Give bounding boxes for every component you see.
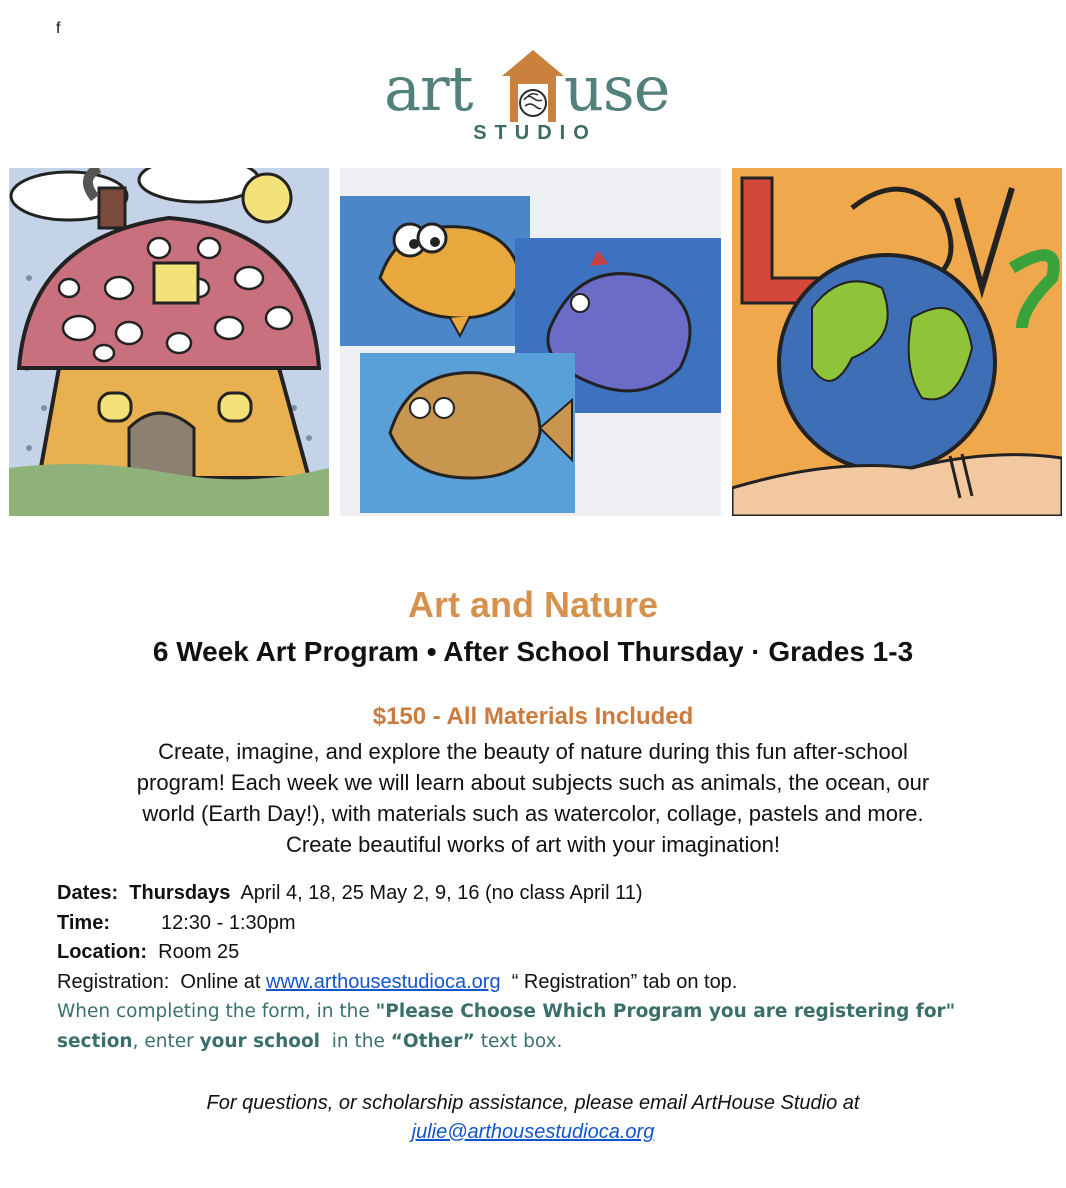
logo-word-art: art [384,52,473,125]
location-value: Room 25 [158,941,240,963]
program-title: Art and Nature [407,584,659,625]
description-line: world (Earth Day!), with materials such as watercolor, collage, pastels and more. [142,801,924,826]
program-price: $150 - All Materials Included [372,703,694,730]
corner-mark: f [56,20,61,37]
time-row [57,909,1037,939]
note-your-school: your school [199,1031,321,1052]
mushroom-house-image [9,168,329,516]
note-program-field: "Please Choose Which Program you are registering for" [375,1001,956,1022]
note-text: text box. [474,1031,563,1052]
location-label: Location: [57,941,147,963]
contact-email-link[interactable]: julie@arthousestudioca.org [411,1121,655,1143]
program-subtitle: 6 Week Art Program • After School Thursday · Grades 1-3 [152,636,914,667]
arthouse-logo [380,44,690,148]
time-value: 12:30 - 1:30pm [161,911,296,934]
note-text: When completing the form, in the [57,1001,376,1022]
registration-prefix: Registration: Online at [57,970,266,993]
love-earth-image [732,168,1062,516]
note-section: section [57,1031,133,1052]
note-text: , enter [132,1031,200,1052]
logo-tagline: STUDIO [473,122,597,144]
note-text: in the [320,1031,391,1052]
fish-artwork-image [340,168,721,516]
dates-row [57,879,1037,909]
contact-text: For questions, or scholarship assistance, please email ArtHouse Studio at [206,1092,860,1114]
program-details [57,879,1037,1057]
note-other: “Other” [390,1031,475,1052]
registration-note-line2 [57,1027,1037,1057]
dates-day: Thursdays [129,882,231,904]
description-line: program! Each week we will learn about subjects such as animals, the ocean, our [136,770,930,795]
dates-value: April 4, 18, 25 May 2, 9, 16 (no class April 11) [240,882,643,904]
time-label: Time: [57,911,110,934]
registration-note [57,997,1037,1027]
logo-word-use: use [564,52,670,125]
contact-footer [0,1089,1066,1147]
registration-row [57,968,1037,998]
description-line: Create beautiful works of art with your imagination! [285,832,780,857]
description-line: Create, imagine, and explore the beauty of nature during this fun after-school [158,739,908,764]
program-description [100,736,966,860]
logo-wordmark [380,44,690,124]
location-row [57,938,1037,968]
dates-label: Dates: [57,882,119,904]
house-icon [500,48,566,124]
registration-suffix: “ Registration” tab on top. [500,970,738,993]
registration-link[interactable]: www.arthousestudioca.org [266,970,501,993]
